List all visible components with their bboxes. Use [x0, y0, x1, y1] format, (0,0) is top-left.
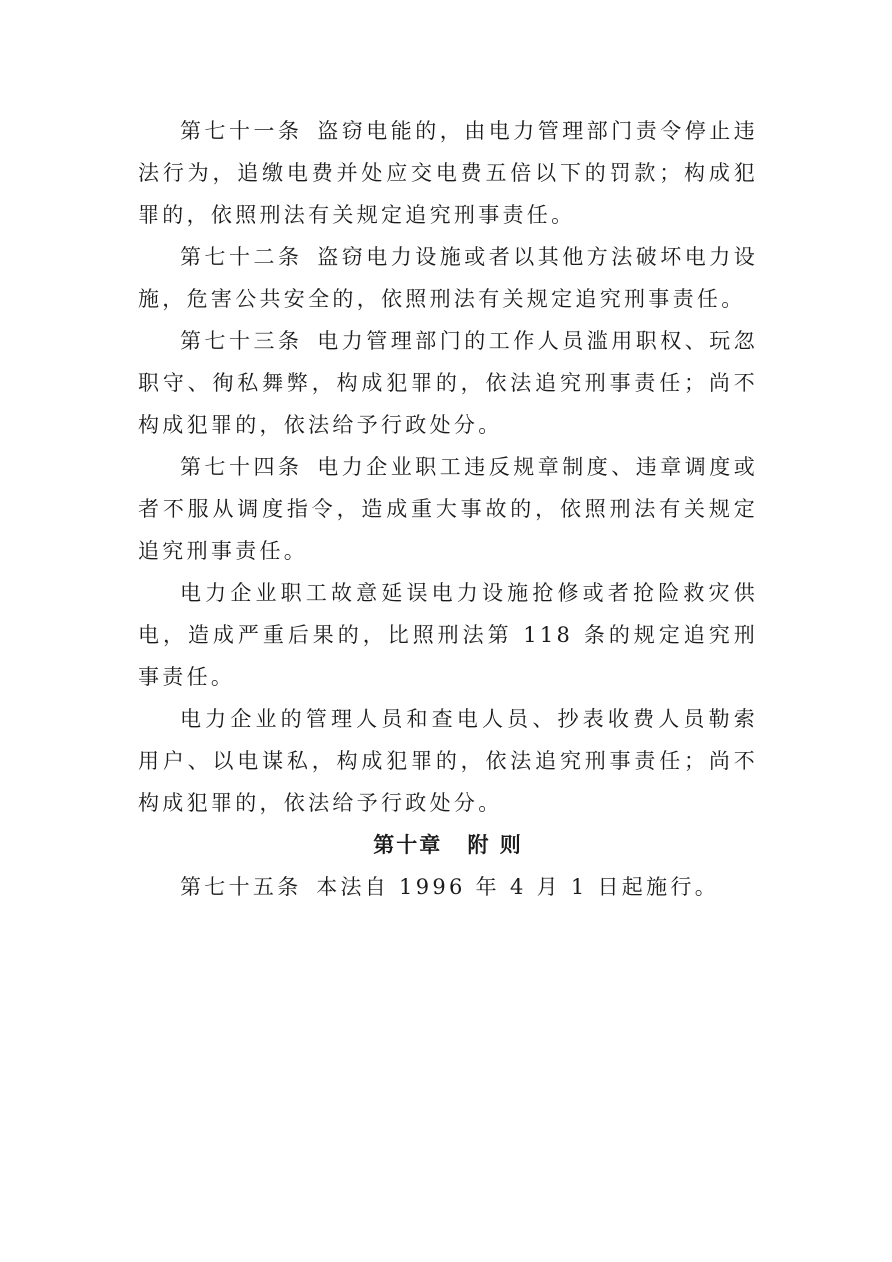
article-number: 第七十四条 — [180, 455, 303, 479]
chapter-number: 第十章 — [373, 832, 443, 857]
article-text: 本法自 1996 年 4 月 1 日起施行。 — [316, 875, 720, 899]
article-number: 第七十二条 — [180, 245, 303, 269]
article-number: 第七十一条 — [180, 119, 303, 143]
article-number: 第七十五条 — [180, 875, 302, 899]
article-text: 盗窃电力设施或者以其他方法破坏电力设施，危害公共安全的，依照刑法有关规定追究刑事责任。 — [138, 245, 759, 311]
article-text: 电力企业职工违反规章制度、违章调度或者不服从调度指令，造成重大事故的，依照刑法有关规定追究刑事责任。 — [138, 455, 759, 563]
article-71 — [138, 110, 758, 236]
paragraph-delay-repair: 电力企业职工故意延误电力设施抢修或者抢险救灾供电，造成严重后果的，比照刑法第 118 条的规定追究刑事责任。 — [138, 581, 758, 689]
article-number: 第七十三条 — [180, 329, 303, 353]
chapter-title: 附 则 — [467, 832, 523, 857]
chapter-heading — [138, 824, 758, 866]
article-text: 盗窃电能的，由电力管理部门责令停止违法行为，追缴电费并处应交电费五倍以下的罚款；构成犯罪的，依照刑法有关规定追究刑事责任。 — [138, 119, 759, 227]
article-72 — [138, 236, 758, 320]
document-body — [138, 110, 758, 908]
article-75 — [138, 866, 758, 908]
article-text: 电力管理部门的工作人员滥用职权、玩忽职守、徇私舞弊，构成犯罪的，依法追究刑事责任；尚不构成犯罪的，依法给予行政处分。 — [138, 329, 759, 437]
paragraph-extortion: 电力企业的管理人员和查电人员、抄表收费人员勒索用户、以电谋私，构成犯罪的，依法追究刑事责任；尚不构成犯罪的，依法给予行政处分。 — [138, 707, 758, 815]
article-73 — [138, 320, 758, 446]
article-74 — [138, 446, 758, 572]
